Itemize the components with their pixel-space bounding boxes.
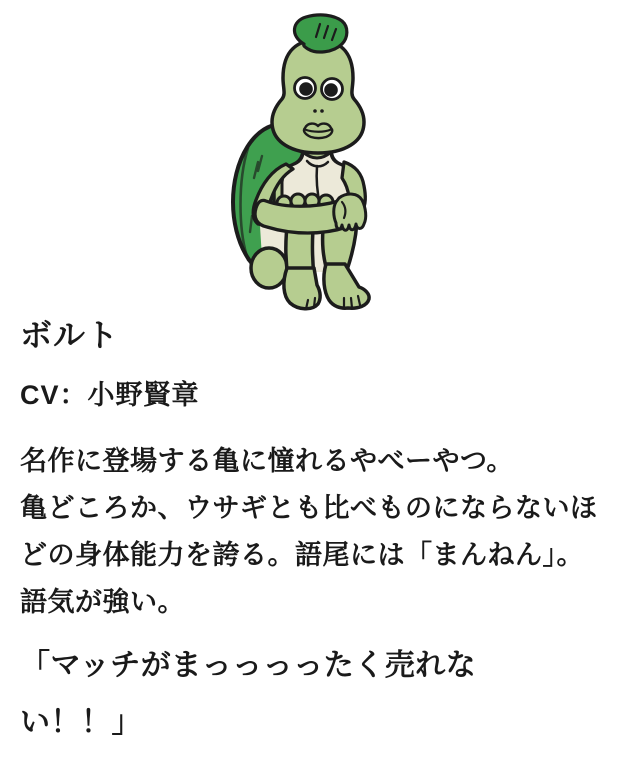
- quote-line-1: 「マッチがまっっっったく売れな: [20, 649, 477, 682]
- turtle-pupil-right: [324, 83, 338, 97]
- character-quote: [20, 637, 603, 751]
- turtle-nostril-right: [320, 109, 324, 113]
- turtle-feet: [284, 264, 369, 309]
- text-column: [0, 316, 621, 751]
- character-description: [20, 438, 603, 626]
- illustration-area: [0, 0, 621, 316]
- turtle-hand: [334, 194, 366, 230]
- description-line-1: 名作に登場する亀に憧れるやべーやつ。: [20, 446, 514, 476]
- character-cv: CV：小野賢章: [20, 380, 200, 410]
- description-line-3: どの身体能力を誇る。語尾には「まんねん」。: [20, 540, 584, 570]
- description-line-4: 語気が強い。: [20, 587, 185, 617]
- turtle-pupil-left: [299, 82, 313, 96]
- turtle-mouth: [304, 124, 332, 139]
- character-name: ボルト: [20, 317, 120, 353]
- turtle-hip: [251, 248, 287, 288]
- turtle-nostril-left: [313, 109, 317, 113]
- description-line-2: 亀どころか、ウサギとも比べものにならないほ: [20, 493, 598, 523]
- turtle-character-illustration: [228, 12, 376, 312]
- quote-line-2: い！！」: [20, 706, 142, 739]
